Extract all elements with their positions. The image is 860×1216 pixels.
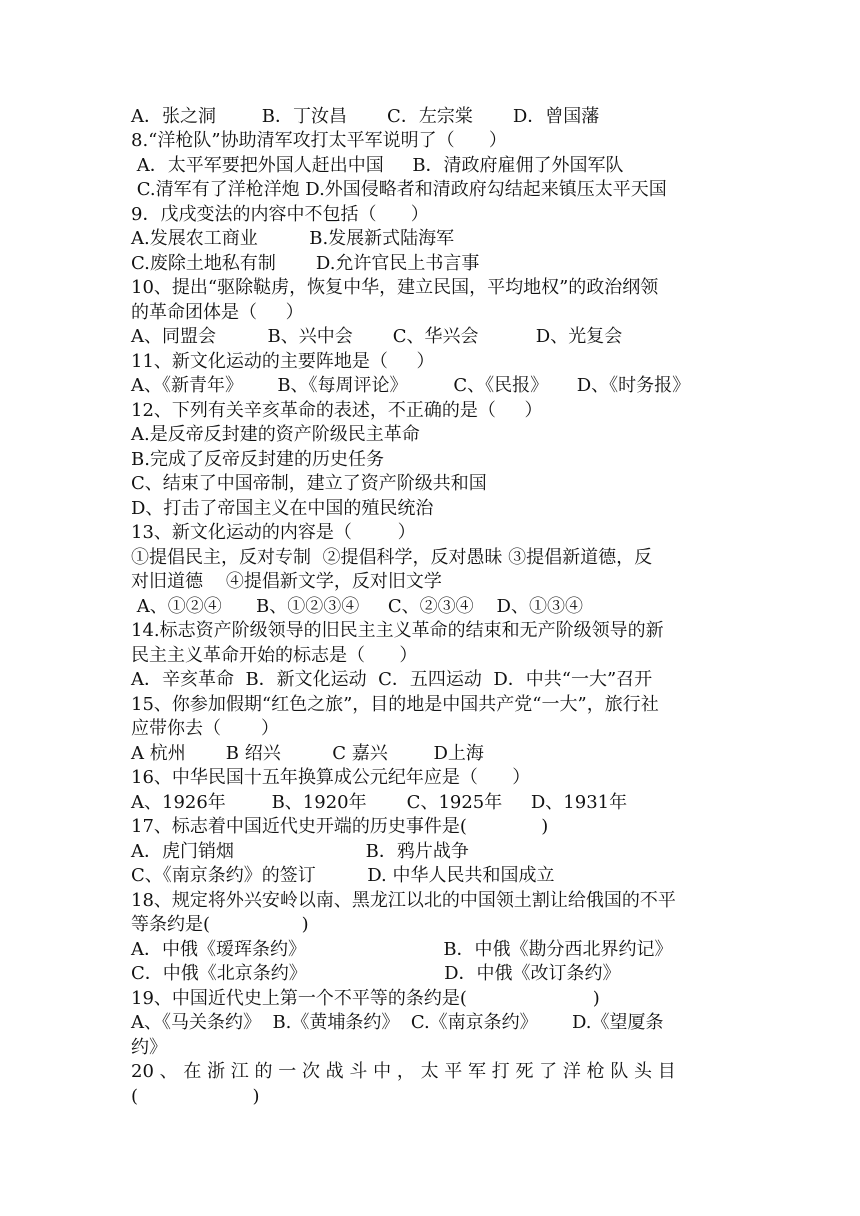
question-line: 13、新文化运动的内容是（ ） xyxy=(131,522,416,543)
option-line: C.废除土地私有制 D.允许官民上书言事 xyxy=(131,253,480,274)
option-line: A 杭州 B 绍兴 C 嘉兴 D上海 xyxy=(131,743,484,764)
option-line: A、①②④ B、①②③④ C、②③④ D、①③④ xyxy=(131,596,583,617)
question-line: 10、提出“驱除鞑虏，恢复中华，建立民国，平均地权”的政治纲领 xyxy=(131,277,659,298)
question-line: 对旧道德 ④提倡新文学，反对旧文学 xyxy=(131,571,442,592)
question-line: 民主主义革命开始的标志是（ ） xyxy=(131,645,418,666)
question-line: 17、标志着中国近代史开端的历史事件是( ) xyxy=(131,816,549,837)
option-line: D、打击了帝国主义在中国的殖民统治 xyxy=(131,498,434,519)
option-line: C.清军有了洋枪洋炮 D.外国侵略者和清政府勾结起来镇压太平天国 xyxy=(131,179,667,200)
question-line: 16、中华民国十五年换算成公元纪年应是（ ） xyxy=(131,767,531,788)
option-line: B.完成了反帝反封建的历史任务 xyxy=(131,449,384,470)
question-line: 11、新文化运动的主要阵地是（ ） xyxy=(131,351,435,372)
option-line: A．虎门销烟 B．鸦片战争 xyxy=(131,841,469,862)
question-line: 等条约是( ) xyxy=(131,914,309,935)
option-line: A.发展农工商业 B.发展新式陆海军 xyxy=(131,228,455,249)
question-line: 15、你参加假期“红色之旅”，目的地是中国共产党“一大”，旅行社 xyxy=(131,694,659,715)
question-line: 18、规定将外兴安岭以南、黑龙江以北的中国领土割让给俄国的不平 xyxy=(131,890,676,911)
question-line: 14.标志资产阶级领导的旧民主主义革命的结束和无产阶级领导的新 xyxy=(131,620,664,641)
option-line: C、《南京条约》的签订 D. 中华人民共和国成立 xyxy=(131,865,555,886)
option-line: A．辛亥革命 B．新文化运动 C．五四运动 D．中共“一大”召开 xyxy=(131,669,653,690)
option-line: A、1926年 B、1920年 C、1925年 D、1931年 xyxy=(131,792,628,813)
option-line: A.是反帝反封建的资产阶级民主革命 xyxy=(131,424,420,445)
option-line: 约》 xyxy=(131,1037,167,1058)
question-line: 20 、 在 浙 江 的 一 次 战 斗 中 ， 太 平 军 打 死 了 洋 枪 队 头 目 xyxy=(131,1061,676,1082)
option-line: A．中俄《瑷珲条约》 B．中俄《勘分西北界约记》 xyxy=(131,939,673,960)
option-line: C、结束了中国帝制，建立了资产阶级共和国 xyxy=(131,473,487,494)
option-line: A、《新青年》 B、《每周评论》 C、《民报》 D、《时务报》 xyxy=(131,375,691,396)
question-line: 的革命团体是（ ） xyxy=(131,302,304,323)
option-line: A．张之洞 B．丁汝昌 C．左宗棠 D．曾国藩 xyxy=(131,106,600,127)
option-line: A、《马关条约》 B.《黄埔条约》 C.《南京条约》 D.《望厦条 xyxy=(131,1012,664,1033)
option-line: C．中俄《北京条约》 D．中俄《改订条约》 xyxy=(131,963,621,984)
option-line: A．太平军要把外国人赶出中国 B．清政府雇佣了外国军队 xyxy=(131,155,624,176)
question-line: 应带你去（ ） xyxy=(131,718,280,739)
question-line: ( ) xyxy=(131,1086,260,1107)
question-line: 19、中国近代史上第一个不平等的条约是( ) xyxy=(131,988,600,1009)
question-line: 8.“洋枪队”协助清军攻打太平军说明了（ ） xyxy=(131,130,507,151)
question-line: 9．戊戌变法的内容中不包括（ ） xyxy=(131,204,429,225)
option-line: A、同盟会 B、兴中会 C、华兴会 D、光复会 xyxy=(131,326,623,347)
question-line: 12、下列有关辛亥革命的表述，不正确的是（ ） xyxy=(131,400,543,421)
question-line: ①提倡民主，反对专制 ②提倡科学，反对愚昧 ③提倡新道德，反 xyxy=(131,547,653,568)
